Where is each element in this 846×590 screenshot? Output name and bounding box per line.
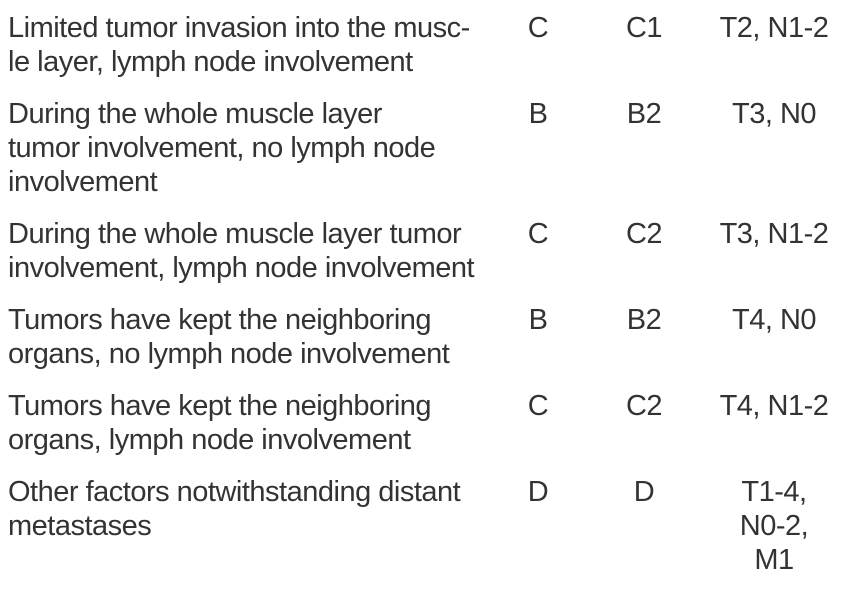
- description-line: le layer, lymph node involvement: [8, 46, 413, 78]
- description-line: Tumors have kept the neighboring: [8, 390, 432, 422]
- description-line: Limited tumor invasion into the musc-: [8, 12, 470, 44]
- description-line: During the whole muscle layer tumor: [8, 218, 462, 250]
- row-description: [8, 11, 490, 79]
- description-line: organs, lymph node involvement: [8, 424, 411, 456]
- tnm-cell: [702, 303, 846, 337]
- stage-letter-cell: C: [527, 218, 549, 250]
- tnm-cell: [702, 97, 846, 131]
- description-line: metastases: [8, 510, 152, 542]
- table-row: [8, 303, 846, 371]
- tnm-cell: [702, 475, 846, 577]
- table-row: [8, 217, 846, 285]
- stage-letter-cell: D: [527, 476, 549, 508]
- tnm-line: T1-4,: [741, 476, 807, 508]
- staging-table-body: [8, 11, 846, 577]
- substage-cell: B2: [626, 304, 662, 336]
- tnm-line: T4, N0: [731, 304, 817, 336]
- table-row: [8, 11, 846, 79]
- substage-cell: C1: [625, 12, 663, 44]
- table-row: [8, 475, 846, 577]
- row-description: [8, 303, 490, 371]
- row-description: [8, 97, 490, 199]
- description-line: Other factors notwithstanding distant: [8, 476, 461, 508]
- description-line: Tumors have kept the neighboring: [8, 304, 432, 336]
- substage-cell: C2: [625, 218, 663, 250]
- stage-letter-cell: C: [527, 390, 549, 422]
- tnm-line: T2, N1-2: [719, 12, 829, 44]
- table-row: [8, 97, 846, 199]
- stage-letter-cell: B: [528, 304, 548, 336]
- tnm-line: T3, N0: [731, 98, 817, 130]
- row-description: [8, 475, 490, 543]
- stage-letter-cell: B: [528, 98, 548, 130]
- description-line: involvement, lymph node involvement: [8, 252, 475, 284]
- table-row: [8, 389, 846, 457]
- row-description: [8, 217, 490, 285]
- tnm-line: M1: [754, 544, 794, 576]
- description-line: tumor involvement, no lymph node: [8, 132, 436, 164]
- tnm-line: T3, N1-2: [719, 218, 829, 250]
- description-line: During the whole muscle layer: [8, 98, 382, 130]
- tnm-line: T4, N1-2: [719, 390, 829, 422]
- description-line: involvement: [8, 166, 158, 198]
- substage-cell: B2: [626, 98, 662, 130]
- substage-cell: C2: [625, 390, 663, 422]
- row-description: [8, 389, 490, 457]
- tnm-cell: [702, 11, 846, 45]
- tnm-cell: [702, 217, 846, 251]
- description-line: organs, no lymph node involvement: [8, 338, 450, 370]
- tnm-line: N0-2,: [739, 510, 809, 542]
- stage-letter-cell: C: [527, 12, 549, 44]
- substage-cell: D: [633, 476, 655, 508]
- tnm-cell: [702, 389, 846, 423]
